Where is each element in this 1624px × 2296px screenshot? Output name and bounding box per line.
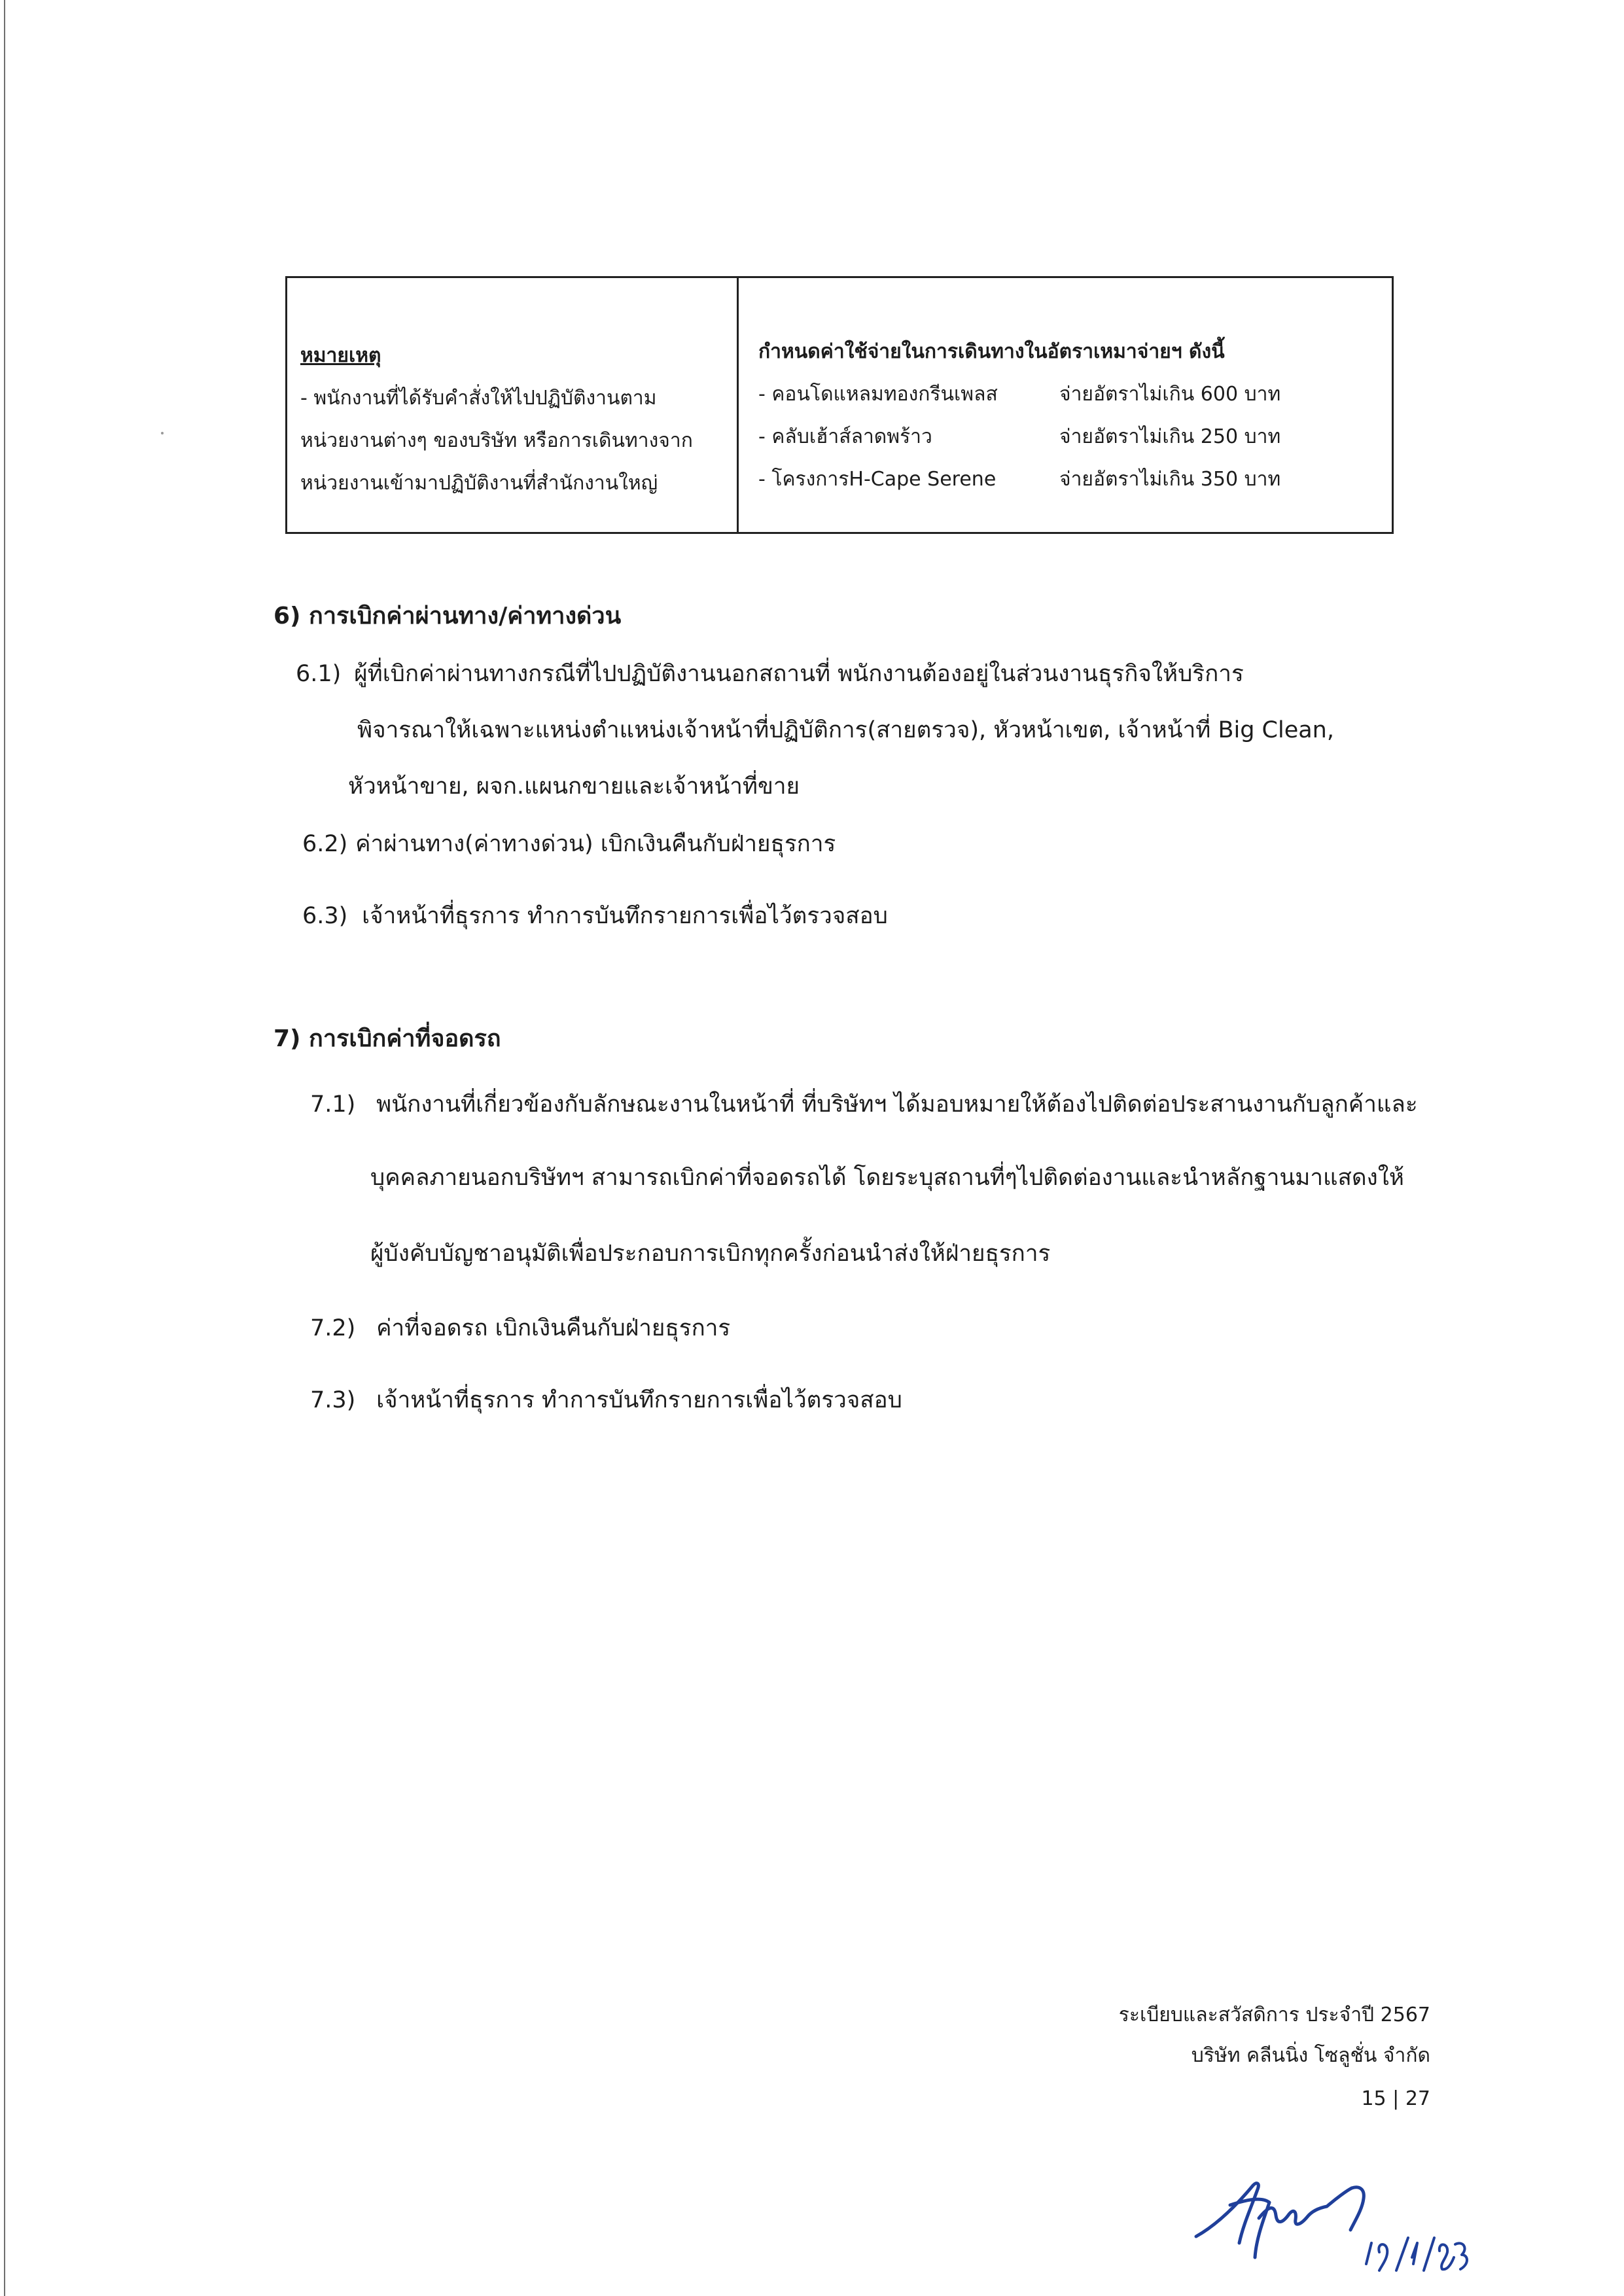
rate-amount: จ่ายอัตราไม่เกิน 600 บาท [1059,383,1281,406]
item-number: 6.2) [302,831,348,857]
note-heading: หมายเหตุ [300,344,381,367]
item-text: พนักงานที่เกี่ยวข้องกับลักษณะงานในหน้าที่ ที่บริษัทฯ ได้มอบหมายให้ต้องไปติดต่อประสานงานกับลูกค้าและ [376,1091,1418,1118]
rates-heading: กำหนดค่าใช้จ่ายในการเดินทางในอัตราเหมาจ่ายฯ ดังนี้ [758,340,1225,363]
rate-row [758,373,1392,415]
item-text: เจ้าหน้าที่ธุรการ ทำการบันทึกรายการเพื่อไว้ตรวจสอบ [376,1387,902,1413]
item-6-1-line-1 [296,656,1244,692]
note-line: - พนักงานที่ได้รับคำสั่งให้ไปปฏิบัติงานตาม [300,387,657,410]
rate-amount: จ่ายอัตราไม่เกิน 350 บาท [1059,468,1281,491]
item-7-2 [310,1310,730,1346]
item-text: ผู้ที่เบิกค่าผ่านทางกรณีที่ไปปฏิบัติงานนอกสถานที่ พนักงานต้องอยู่ในส่วนงานธุรกิจให้บริการ [354,661,1244,687]
item-7-3 [310,1382,902,1418]
section-7-title: 7) การเบิกค่าที่จอดรถ [274,1025,501,1052]
item-7-1-line-3: ผู้บังคับบัญชาอนุมัติเพื่อประกอบการเบิกทุกครั้งก่อนนำส่งให้ฝ่ายธุรการ [370,1241,1051,1267]
note-line: หน่วยงานเข้ามาปฏิบัติงานที่สำนักงานใหญ่ [300,472,658,495]
item-text: เจ้าหน้าที่ธุรการ ทำการบันทึกรายการเพื่อไว้ตรวจสอบ [362,903,888,929]
rate-row [758,415,1392,458]
item-text: ค่าที่จอดรถ เบิกเงินคืนกับฝ่ายธุรการ [376,1315,731,1341]
footer-company-name: บริษัท คลีนนิ่ง โซลูชั่น จำกัด [1191,2044,1430,2067]
item-6-1-line-3: หัวหน้าขาย, ผจก.แผนกขายและเจ้าหน้าที่ขาย [348,773,800,800]
item-number: 7.2) [310,1315,356,1341]
rate-place: - โครงการH-Cape Serene [758,468,997,491]
section-6-title: 6) การเบิกค่าผ่านทาง/ค่าทางด่วน [274,603,622,629]
item-number: 7.1) [310,1091,356,1118]
item-6-2 [302,826,836,862]
item-number: 6.3) [302,903,348,929]
scan-speck [161,432,164,434]
note-line: หน่วยงานต่างๆ ของบริษัท หรือการเดินทางจาก [300,429,693,452]
rate-place: - คอนโดแหลมทองกรีนเพลส [758,383,998,406]
item-number: 7.3) [310,1387,356,1413]
item-7-1-line-2: บุคคลภายนอกบริษัทฯ สามารถเบิกค่าที่จอดรถได้ โดยระบุสถานที่ๆไปติดต่องานและนำหลักฐานมาแสดงให้ [370,1165,1404,1191]
item-6-3 [302,898,888,934]
note-box-right-cell [739,278,1392,532]
note-box-left-cell [287,278,739,532]
rate-row [758,458,1392,501]
page-left-edge-line [4,0,5,2296]
item-6-1-line-2: พิจารณาให้เฉพาะแหน่งตำแหน่งเจ้าหน้าที่ปฏิบัติการ(สายตรวจ), หัวหน้าเขต, เจ้าหน้าที่ Big Clean, [357,717,1334,743]
footer-regulation-title: ระเบียบและสวัสดิการ ประจำปี 2567 [1118,2004,1430,2026]
note-box [285,276,1394,534]
rate-place: - คลับเฮ้าส์ลาดพร้าว [758,425,932,448]
item-number: 6.1) [296,661,342,687]
rate-amount: จ่ายอัตราไม่เกิน 250 บาท [1059,425,1281,448]
item-text: ค่าผ่านทาง(ค่าทางด่วน) เบิกเงินคืนกับฝ่ายธุรการ [355,831,836,857]
footer-page-number: 15 | 27 [1361,2087,1430,2110]
signature-mark [1191,2159,1479,2284]
item-7-1-line-1 [310,1086,1418,1122]
